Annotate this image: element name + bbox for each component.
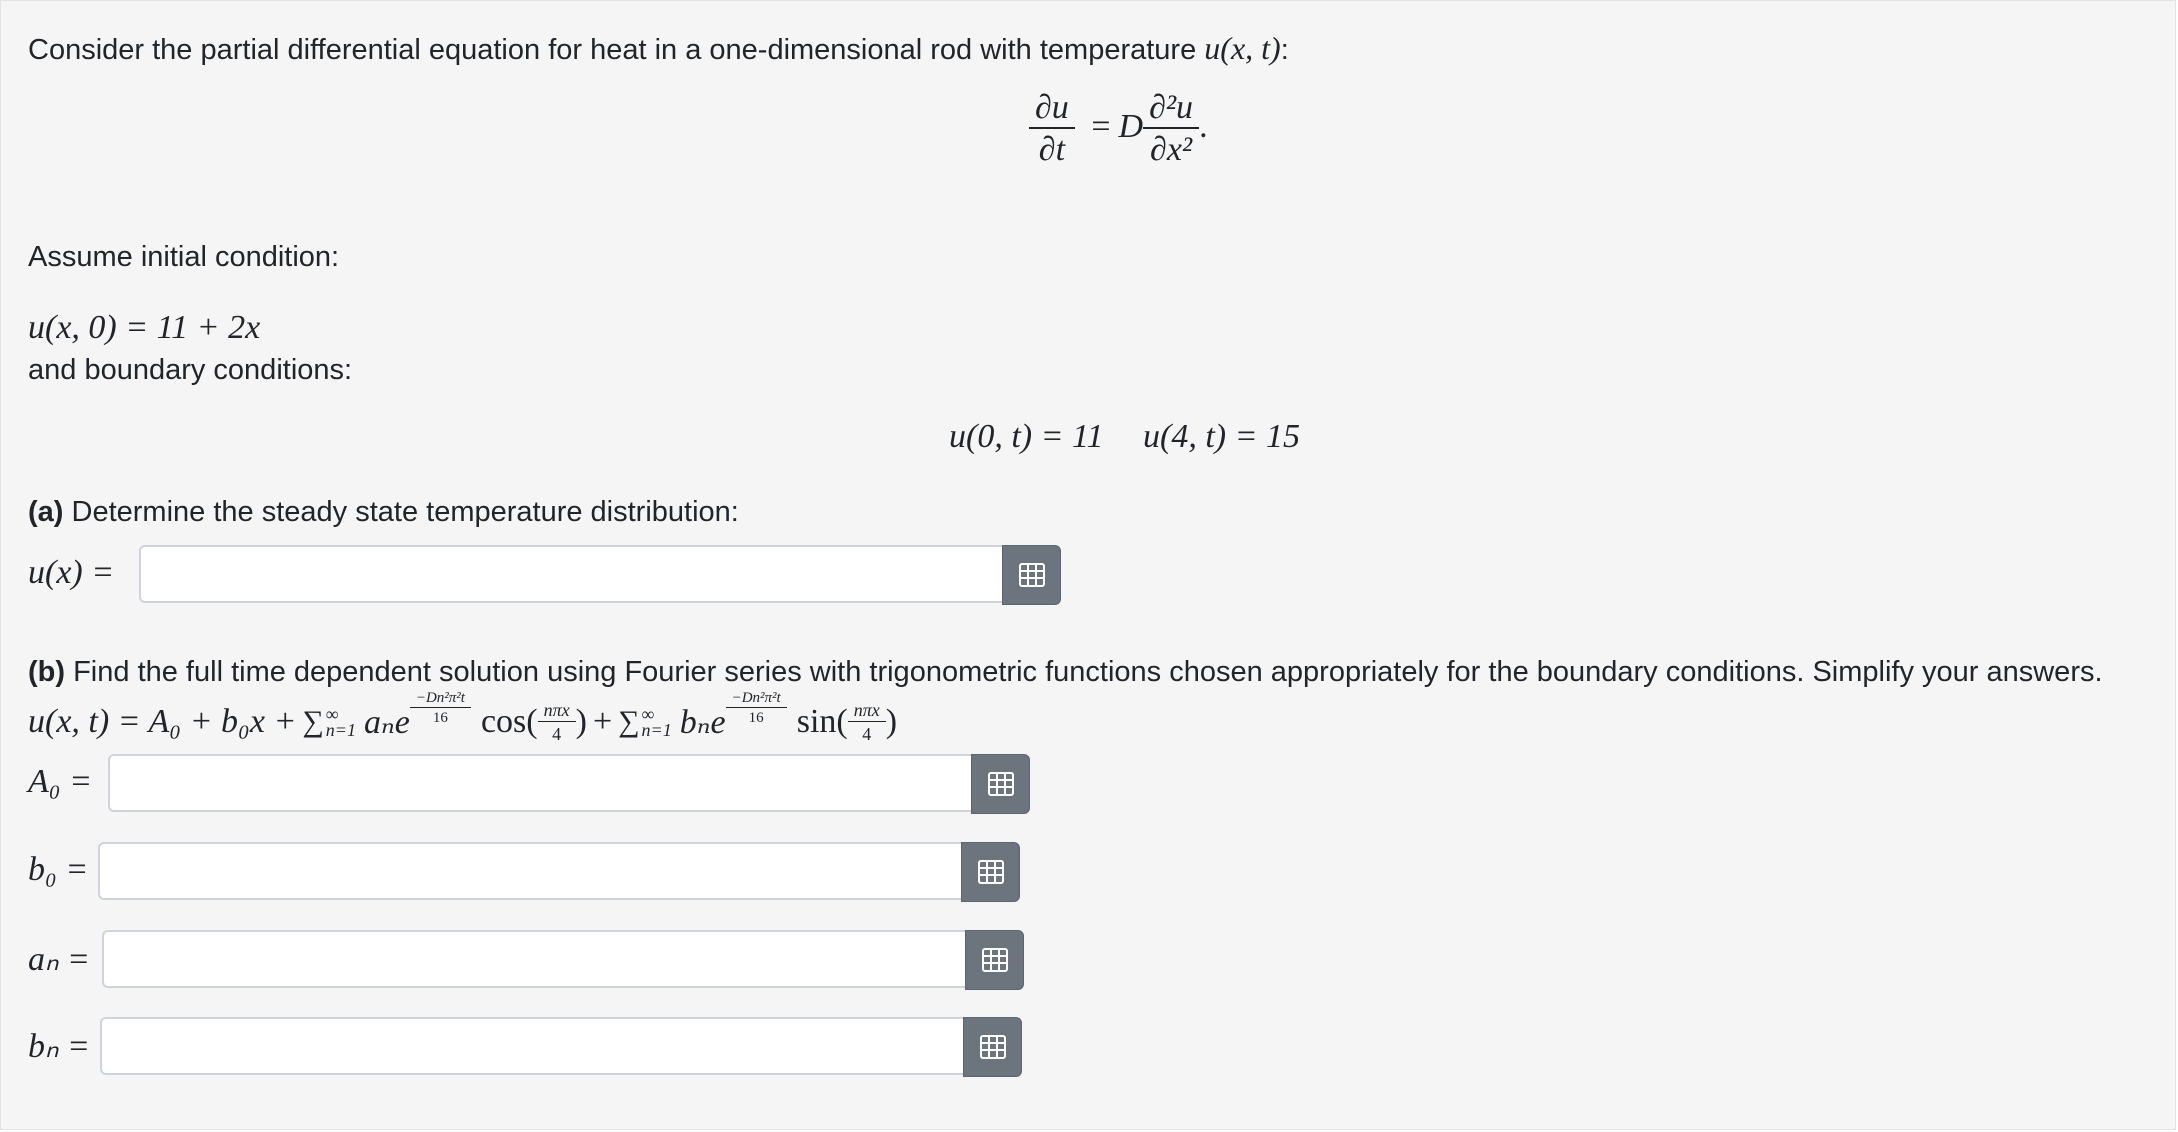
- series-exp-2-den: 16: [726, 707, 787, 727]
- bn-input[interactable]: [100, 1017, 963, 1075]
- a0-matrix-button[interactable]: [971, 754, 1030, 814]
- pde-equation: [1029, 89, 1208, 169]
- pde-lhs-fraction: [1029, 89, 1075, 169]
- pde-lhs-numerator: ∂u: [1035, 89, 1069, 126]
- pde-period: .: [1199, 107, 1208, 145]
- series-exp-1-den: 16: [410, 707, 471, 727]
- boundary-heading: and boundary conditions:: [28, 354, 353, 386]
- pde-equals: =: [1091, 107, 1111, 145]
- pde-rhs-fraction: [1143, 89, 1199, 169]
- boundary-right: u(4, t) = 15: [1143, 418, 1301, 455]
- intro-text: Consider the partial differential equation for heat in a one-dimensional rod with temperature: [28, 34, 1197, 66]
- series-cos-arg-den: 4: [538, 721, 576, 745]
- initial-heading: Assume initial condition:: [28, 241, 340, 273]
- initial-equation: u(x, 0) = 11 + 2x: [28, 309, 261, 346]
- pde-rhs-numerator: ∂²u: [1149, 89, 1194, 126]
- bn-matrix-button[interactable]: [963, 1017, 1022, 1077]
- series-plus: +: [592, 703, 613, 740]
- b0-input[interactable]: [98, 842, 961, 900]
- b0-matrix-button[interactable]: [961, 842, 1020, 902]
- series-sum-2-limit: n=1: [641, 720, 672, 740]
- part-a-text: Determine the steady state temperature distribution:: [71, 496, 739, 528]
- part-b-prompt: [28, 655, 2103, 689]
- series-exp-1: [410, 690, 471, 727]
- an-input[interactable]: [102, 930, 965, 988]
- matrix-grid-icon: [980, 1035, 1006, 1059]
- bn-label: bₙ =: [28, 1028, 90, 1065]
- series-sum-1-limit: n=1: [325, 720, 356, 740]
- boundary-left: u(0, t) = 11: [949, 418, 1104, 455]
- a0-label: A₀ =: [28, 763, 93, 800]
- series-sin-close: ): [885, 703, 898, 740]
- intro-line: [28, 31, 1289, 67]
- series-coef-1: aₙe: [363, 704, 410, 741]
- series-sum-1-top: ∞: [325, 704, 339, 724]
- matrix-grid-icon: [1019, 563, 1045, 587]
- part-a-matrix-button[interactable]: [1002, 545, 1061, 605]
- a0-answer-group: [108, 754, 1030, 814]
- series-sin-arg-den: 4: [848, 721, 886, 745]
- part-a-label: u(x) =: [28, 554, 115, 591]
- an-label: aₙ =: [28, 941, 90, 978]
- series-sin: sin(: [796, 703, 848, 740]
- an-answer-group: [102, 930, 1024, 990]
- matrix-grid-icon: [982, 948, 1008, 972]
- series-exp-2-num: −Dn²π²t: [731, 689, 781, 706]
- part-a-tag: (a): [28, 496, 64, 528]
- intro-variable: u(x, t): [1204, 30, 1281, 66]
- pde-rhs-denominator: ∂x²: [1143, 127, 1199, 169]
- series-coef-2: bₙe: [679, 704, 726, 741]
- b0-label: b₀ =: [28, 851, 89, 888]
- intro-colon: :: [1280, 34, 1289, 66]
- series-sin-arg-num: nπx: [853, 699, 880, 720]
- series-sum-2-top: ∞: [641, 704, 655, 724]
- matrix-grid-icon: [988, 772, 1014, 796]
- pde-coefficient: D: [1118, 107, 1144, 145]
- an-matrix-button[interactable]: [965, 930, 1024, 990]
- series-cos: cos(: [480, 703, 538, 740]
- part-b-text: Find the full time dependent solution using Fourier series with trigonometric functions chosen appropriately for the boundary conditions. Simplify your answers.: [73, 656, 2103, 688]
- series-cos-arg-num: nπx: [543, 699, 570, 720]
- pde-lhs-denominator: ∂t: [1029, 127, 1075, 169]
- series-sum-1: ∑: [302, 705, 324, 738]
- b0-answer-group: [98, 842, 1020, 902]
- series-cos-arg: [538, 700, 576, 745]
- part-a-answer-group: [139, 545, 1061, 605]
- series-cos-close: ): [575, 703, 587, 740]
- series-formula: [28, 689, 898, 747]
- series-exp-1-num: −Dn²π²t: [415, 689, 465, 706]
- series-sum-2: ∑: [618, 705, 640, 738]
- part-b-tag: (b): [28, 656, 66, 688]
- series-lead: u(x, t) = A₀ + b₀x +: [28, 703, 297, 740]
- series-sin-arg: [848, 700, 886, 745]
- bn-answer-group: [100, 1017, 1022, 1077]
- matrix-grid-icon: [978, 860, 1004, 884]
- series-exp-2: [726, 690, 787, 727]
- steady-state-input[interactable]: [139, 545, 1002, 603]
- a0-input[interactable]: [108, 754, 971, 812]
- part-a-prompt: [28, 495, 739, 529]
